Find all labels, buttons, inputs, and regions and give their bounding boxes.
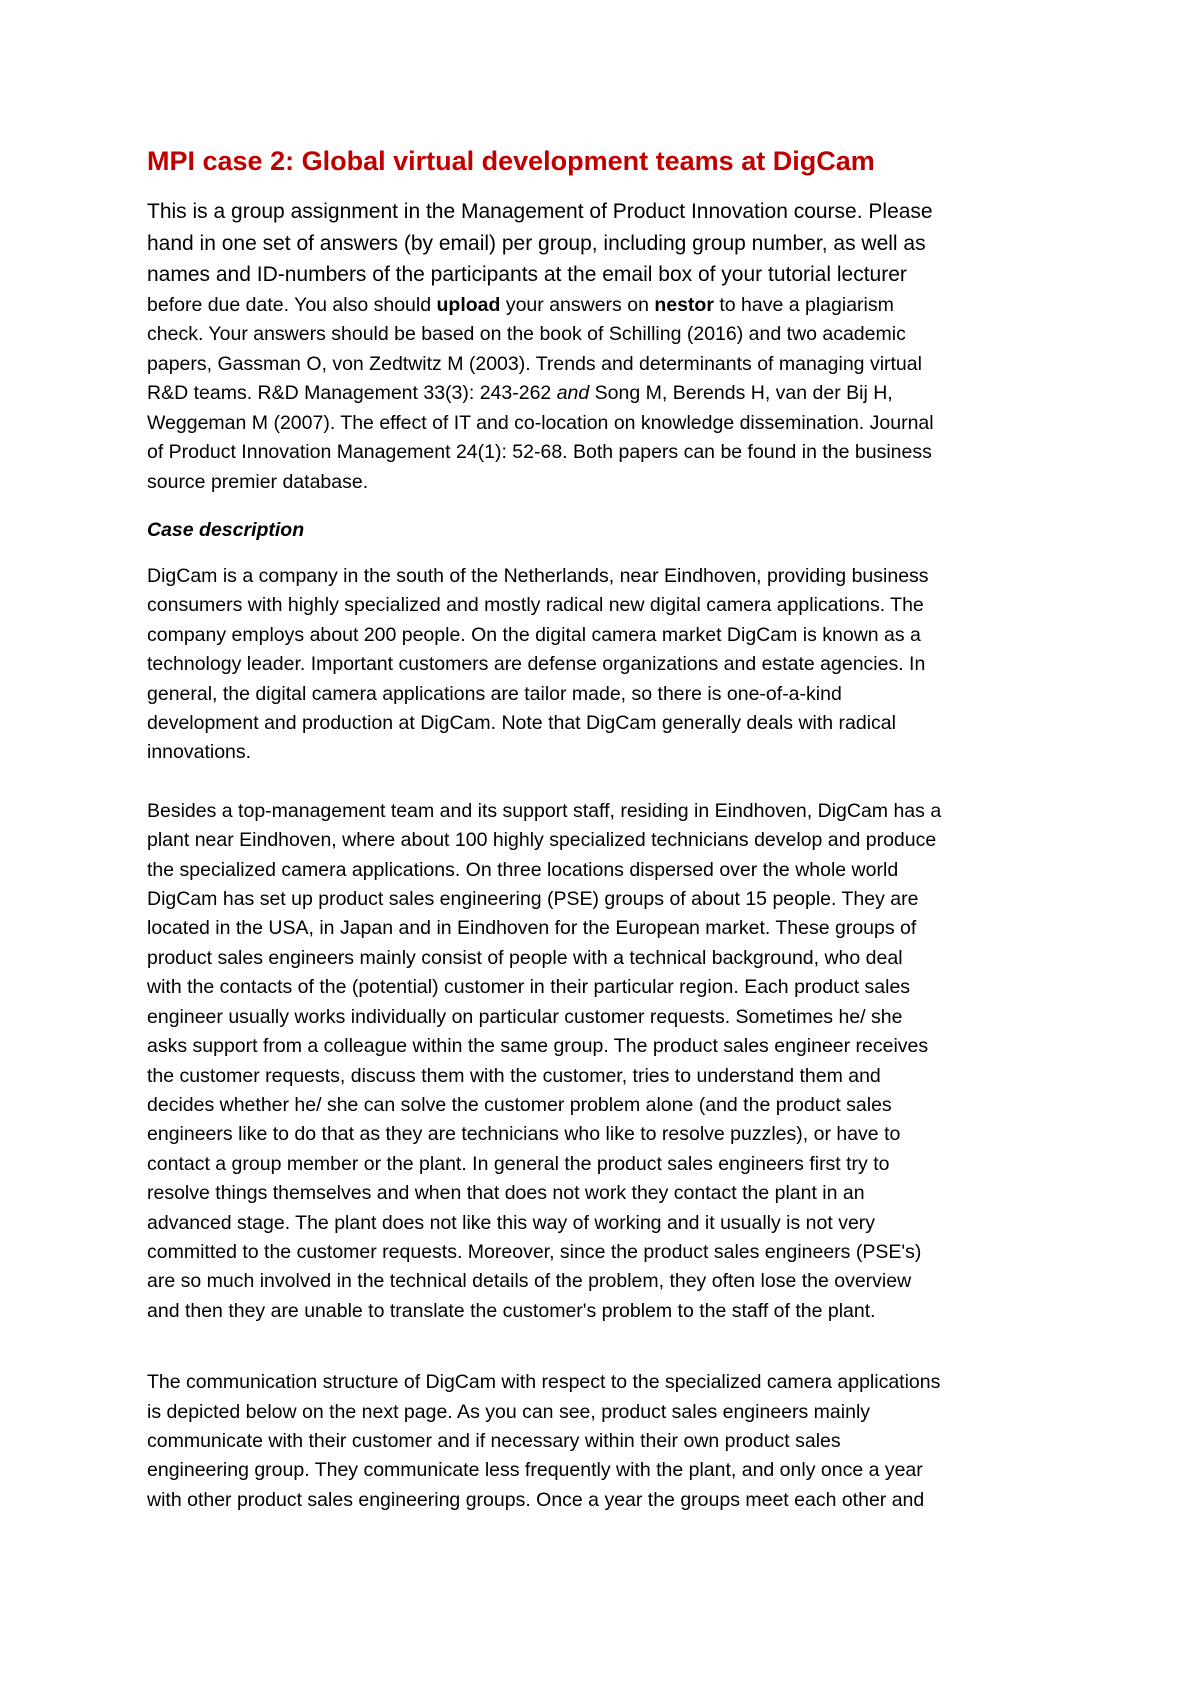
- intro-paragraph-continued: [147, 291, 1067, 498]
- text-line: is depicted below on the next page. As you can see, product sales engineers mainly: [147, 1400, 871, 1423]
- text-line: plant near Eindhoven, where about 100 highly specialized technicians develop and produce: [147, 829, 937, 852]
- text-line: product sales engineers mainly consist of people with a technical background, who deal: [147, 946, 903, 969]
- case-description-heading: Case description: [147, 519, 305, 541]
- document-title: MPI case 2: Global virtual development teams at DigCam: [147, 146, 875, 176]
- intro-line: [147, 291, 1067, 321]
- text-line: decides whether he/ she can solve the customer problem alone (and the product sales: [147, 1093, 892, 1116]
- intro-text: before due date. You also should: [147, 293, 437, 316]
- text-line: with the contacts of the (potential) customer in their particular region. Each product sales: [147, 976, 911, 999]
- text-line: advanced stage. The plant does not like this way of working and it usually is not very: [147, 1211, 876, 1234]
- intro-line: names and ID-numbers of the participants at the email box of your tutorial lecturer: [147, 263, 907, 286]
- text-line: with other product sales engineering groups. Once a year the groups meet each other and: [147, 1488, 925, 1511]
- intro-text: Song M, Berends H, van der Bij H,: [589, 382, 893, 404]
- text-line: and then they are unable to translate the customer's problem to the staff of the plant.: [147, 1299, 876, 1322]
- intro-paragraph: [147, 196, 1067, 291]
- intro-line: [147, 379, 1067, 409]
- text-line: DigCam has set up product sales engineering (PSE) groups of about 15 people. They are: [147, 888, 919, 911]
- text-line: development and production at DigCam. Note that DigCam generally deals with radical: [147, 712, 896, 735]
- text-line: engineers like to do that as they are technicians who like to resolve puzzles), or have to: [147, 1123, 901, 1146]
- text-line: Besides a top-management team and its support staff, residing in Eindhoven, DigCam has a: [147, 799, 942, 822]
- intro-text: R&D teams. R&D Management 33(3): 243-262: [147, 382, 557, 404]
- text-line: DigCam is a company in the south of the Netherlands, near Eindhoven, providing business: [147, 565, 929, 587]
- intro-line: source premier database.: [147, 470, 369, 493]
- text-line: committed to the customer requests. Moreover, since the product sales engineers (PSE's): [147, 1240, 922, 1263]
- text-line: resolve things themselves and when that does not work they contact the plant in an: [147, 1182, 865, 1205]
- intro-text: to have a plagiarism: [713, 293, 894, 316]
- text-line: engineer usually works individually on particular customer requests. Sometimes he/ she: [147, 1005, 903, 1028]
- text-line: general, the digital camera applications are tailor made, so there is one-of-a-kind: [147, 682, 842, 705]
- intro-line: check. Your answers should be based on the book of Schilling (2016) and two academic: [147, 323, 906, 345]
- text-line: asks support from a colleague within the same group. The product sales engineer receives: [147, 1035, 929, 1058]
- case-paragraph-3: [147, 1368, 1067, 1515]
- text-line: company employs about 200 people. On the digital camera market DigCam is known as a: [147, 623, 921, 646]
- intro-line: Weggeman M (2007). The effect of IT and co-location on knowledge dissemination. Journal: [147, 411, 934, 434]
- intro-line: papers, Gassman O, von Zedtwitz M (2003). Trends and determinants of managing virtual: [147, 352, 922, 375]
- intro-text: your answers on: [500, 293, 655, 316]
- intro-line: hand in one set of answers (by email) per group, including group number, as well as: [147, 231, 926, 255]
- text-line: engineering group. They communicate less frequently with the plant, and only once a year: [147, 1459, 923, 1482]
- case-paragraph-1: [147, 562, 1067, 768]
- text-line: innovations.: [147, 741, 252, 764]
- text-line: are so much involved in the technical details of the problem, they often lose the overview: [147, 1270, 912, 1293]
- intro-line: This is a group assignment in the Management of Product Innovation course. Please: [147, 200, 933, 223]
- text-line: the customer requests, discuss them with the customer, tries to understand them and: [147, 1064, 881, 1087]
- document-page: [147, 144, 1067, 1515]
- case-paragraph-2: [147, 797, 1067, 1326]
- text-line: the specialized camera applications. On three locations dispersed over the whole world: [147, 858, 899, 881]
- intro-line: of Product Innovation Management 24(1): 52-68. Both papers can be found in the business: [147, 441, 932, 463]
- and-emphasis: and: [556, 382, 590, 404]
- text-line: technology leader. Important customers are defense organizations and estate agencies. In: [147, 653, 926, 676]
- text-line: communicate with their customer and if necessary within their own product sales: [147, 1429, 841, 1452]
- text-line: located in the USA, in Japan and in Eindhoven for the European market. These groups of: [147, 917, 917, 940]
- text-line: The communication structure of DigCam with respect to the specialized camera applications: [147, 1371, 941, 1394]
- upload-emphasis: upload: [436, 293, 501, 316]
- text-line: consumers with highly specialized and mostly radical new digital camera applications. The: [147, 594, 924, 617]
- text-line: contact a group member or the plant. In general the product sales engineers first try to: [147, 1152, 890, 1175]
- nestor-emphasis: nestor: [654, 293, 714, 316]
